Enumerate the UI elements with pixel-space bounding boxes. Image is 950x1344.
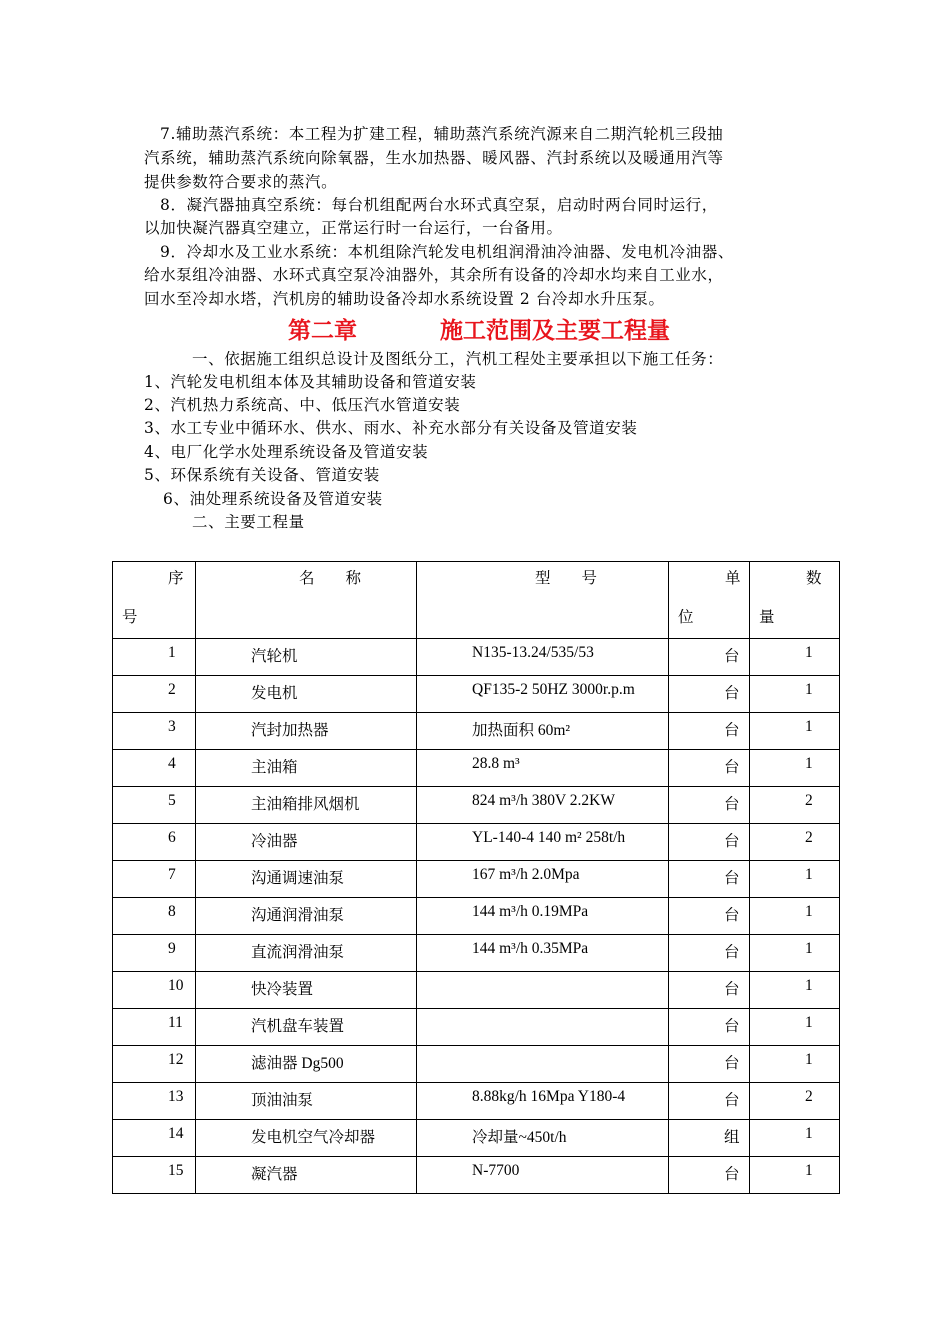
table-row [113, 1120, 840, 1157]
cell-seq [113, 824, 196, 861]
cell-unit [669, 972, 750, 1009]
cell-name [196, 750, 417, 787]
header-seq [113, 562, 196, 639]
cell-seq-text: 11 [168, 1014, 183, 1031]
cell-model [417, 713, 669, 750]
cell-unit-text: 台 [724, 833, 740, 850]
section2-title: 二、主要工程量 [192, 513, 305, 531]
cell-model [417, 1083, 669, 1120]
task-item-5: 5、环保系统有关设备、管道安装 [144, 466, 380, 484]
header-model-label: 型 号 [535, 570, 598, 587]
cell-model-text: 144 m³/h 0.19MPa [472, 903, 589, 920]
cell-model-text: 冷却量~450t/h [472, 1129, 567, 1146]
header-unit-top: 单 [725, 570, 741, 587]
cell-unit-text: 组 [724, 1129, 740, 1146]
table-row [113, 1046, 840, 1083]
cell-model-text: N135-13.24/535/53 [472, 644, 594, 661]
cell-model [417, 1009, 669, 1046]
cell-unit-text: 台 [724, 1055, 740, 1072]
header-seq-top: 序 [168, 570, 184, 587]
para8-line1: 8．凝汽器抽真空系统：每台机组配两台水环式真空泵，启动时两台同时运行， [160, 196, 718, 214]
table-header-row [113, 562, 840, 639]
header-seq-bottom: 号 [122, 609, 138, 626]
cell-name [196, 972, 417, 1009]
cell-unit [669, 824, 750, 861]
cell-seq [113, 1009, 196, 1046]
cell-qty [750, 1009, 840, 1046]
cell-seq [113, 750, 196, 787]
para7-line1: 7.辅助蒸汽系统：本工程为扩建工程，辅助蒸汽系统汽源来自二期汽轮机三段抽 [160, 125, 724, 143]
cell-seq [113, 972, 196, 1009]
para8-line2: 以加快凝汽器真空建立，正常运行时一台运行，一台备用。 [144, 219, 563, 237]
cell-model [417, 972, 669, 1009]
cell-unit [669, 676, 750, 713]
cell-unit-text: 台 [724, 685, 740, 702]
cell-unit [669, 935, 750, 972]
cell-model-text: 824 m³/h 380V 2.2KW [472, 792, 615, 809]
cell-model-text: 144 m³/h 0.35MPa [472, 940, 589, 957]
cell-seq-text: 3 [168, 718, 176, 735]
cell-seq-text: 9 [168, 940, 176, 957]
cell-name [196, 1083, 417, 1120]
table-row [113, 972, 840, 1009]
cell-unit [669, 1120, 750, 1157]
cell-unit-text: 台 [724, 722, 740, 739]
cell-seq-text: 13 [168, 1088, 184, 1105]
cell-name [196, 824, 417, 861]
header-name-label: 名 称 [299, 570, 362, 587]
cell-qty [750, 824, 840, 861]
cell-model-text: N-7700 [472, 1162, 520, 1179]
cell-name-text: 主油箱排风烟机 [251, 796, 360, 813]
cell-seq [113, 898, 196, 935]
cell-seq-text: 2 [168, 681, 176, 698]
cell-name-text: 凝汽器 [251, 1166, 298, 1183]
table-row [113, 676, 840, 713]
header-qty-top: 数 [806, 570, 822, 587]
cell-qty [750, 1120, 840, 1157]
table-row [113, 639, 840, 676]
cell-unit-text: 台 [724, 870, 740, 887]
section1-intro: 一、依据施工组织总设计及图纸分工，汽机工程处主要承担以下施工任务： [192, 350, 724, 368]
header-model [417, 562, 669, 639]
cell-unit [669, 1083, 750, 1120]
cell-qty-text: 1 [805, 977, 813, 994]
cell-model [417, 1157, 669, 1194]
table-row [113, 1083, 840, 1120]
cell-qty [750, 750, 840, 787]
cell-model [417, 750, 669, 787]
cell-seq-text: 14 [168, 1125, 184, 1142]
table-row [113, 750, 840, 787]
cell-seq-text: 10 [168, 977, 184, 994]
table-row [113, 898, 840, 935]
table-row [113, 861, 840, 898]
cell-name [196, 639, 417, 676]
cell-qty [750, 713, 840, 750]
cell-name-text: 发电机空气冷却器 [251, 1129, 376, 1146]
cell-seq-text: 6 [168, 829, 176, 846]
task-item-2: 2、汽机热力系统高、中、低压汽水管道安装 [144, 396, 461, 414]
header-qty-bottom: 量 [759, 609, 775, 626]
cell-seq-text: 1 [168, 644, 176, 661]
cell-name-text: 汽机盘车装置 [251, 1018, 345, 1035]
cell-name-text: 汽封加热器 [251, 722, 329, 739]
cell-qty-text: 1 [805, 1162, 813, 1179]
cell-unit [669, 750, 750, 787]
cell-qty [750, 639, 840, 676]
cell-qty [750, 935, 840, 972]
cell-model [417, 824, 669, 861]
table-body [113, 639, 840, 1194]
cell-model-text: YL-140-4 140 m² 258t/h [472, 829, 626, 846]
header-unit-bottom: 位 [678, 609, 694, 626]
cell-unit [669, 1009, 750, 1046]
cell-name-text: 发电机 [251, 685, 298, 702]
cell-qty-text: 1 [805, 903, 813, 920]
cell-unit [669, 861, 750, 898]
cell-qty-text: 2 [805, 829, 813, 846]
cell-name [196, 898, 417, 935]
cell-model [417, 861, 669, 898]
cell-unit-text: 台 [724, 648, 740, 665]
cell-unit-text: 台 [724, 944, 740, 961]
cell-qty [750, 1083, 840, 1120]
cell-name-text: 冷油器 [251, 833, 298, 850]
cell-unit-text: 台 [724, 907, 740, 924]
cell-model [417, 1120, 669, 1157]
header-name [196, 562, 417, 639]
cell-qty-text: 1 [805, 681, 813, 698]
cell-unit-text: 台 [724, 981, 740, 998]
cell-model [417, 676, 669, 713]
cell-name [196, 861, 417, 898]
cell-name-text: 主油箱 [251, 759, 298, 776]
cell-unit-text: 台 [724, 796, 740, 813]
cell-model-text: QF135-2 50HZ 3000r.p.m [472, 681, 635, 698]
cell-name [196, 787, 417, 824]
table-row [113, 787, 840, 824]
cell-unit [669, 787, 750, 824]
cell-qty-text: 2 [805, 1088, 813, 1105]
cell-name [196, 713, 417, 750]
cell-name-text: 滤油器 Dg500 [251, 1055, 344, 1072]
cell-unit-text: 台 [724, 1092, 740, 1109]
cell-seq-text: 7 [168, 866, 176, 883]
table-row [113, 1009, 840, 1046]
cell-qty [750, 787, 840, 824]
cell-name [196, 1120, 417, 1157]
cell-seq-text: 4 [168, 755, 176, 772]
cell-seq [113, 1120, 196, 1157]
cell-seq-text: 5 [168, 792, 176, 809]
table-row [113, 824, 840, 861]
cell-unit [669, 1046, 750, 1083]
cell-qty [750, 898, 840, 935]
cell-model-text: 8.88kg/h 16Mpa Y180-4 [472, 1088, 626, 1105]
cell-seq [113, 676, 196, 713]
cell-model [417, 1046, 669, 1083]
cell-qty [750, 972, 840, 1009]
cell-seq [113, 639, 196, 676]
cell-qty [750, 676, 840, 713]
cell-seq [113, 713, 196, 750]
para7-line2: 汽系统，辅助蒸汽系统向除氧器，生水加热器、暖风器、汽封系统以及暖通用汽等 [144, 149, 724, 167]
para7-line3: 提供参数符合要求的蒸汽。 [144, 173, 338, 191]
cell-model-text: 28.8 m³ [472, 755, 520, 772]
cell-name-text: 直流润滑油泵 [251, 944, 345, 961]
cell-seq-text: 8 [168, 903, 176, 920]
cell-name [196, 1009, 417, 1046]
task-item-3: 3、水工专业中循环水、供水、雨水、补充水部分有关设备及管道安装 [144, 419, 638, 437]
cell-name-text: 沟通调速油泵 [251, 870, 345, 887]
chapter-heading [0, 308, 950, 344]
cell-model-text: 167 m³/h 2.0Mpa [472, 866, 580, 883]
para9-line1: 9．冷却水及工业水系统：本机组除汽轮发电机组润滑油冷油器、发电机冷油器、 [160, 243, 734, 261]
cell-seq [113, 861, 196, 898]
table-row [113, 713, 840, 750]
table-row [113, 1157, 840, 1194]
cell-qty-text: 1 [805, 1125, 813, 1142]
table-row [113, 935, 840, 972]
cell-qty [750, 861, 840, 898]
cell-qty-text: 1 [805, 940, 813, 957]
cell-name-text: 顶油油泵 [251, 1092, 314, 1109]
cell-unit [669, 639, 750, 676]
task-item-6: 6、油处理系统设备及管道安装 [163, 490, 383, 508]
cell-qty-text: 1 [805, 1051, 813, 1068]
cell-name [196, 1157, 417, 1194]
cell-seq [113, 1157, 196, 1194]
cell-qty-text: 1 [805, 866, 813, 883]
cell-unit-text: 台 [724, 759, 740, 776]
cell-unit [669, 898, 750, 935]
para9-line3: 回水至冷却水塔，汽机房的辅助设备冷却水系统设置 2 台冷却水升压泵。 [144, 290, 665, 308]
cell-model-text: 加热面积 60m² [472, 722, 571, 739]
cell-qty-text: 2 [805, 792, 813, 809]
header-qty [750, 562, 840, 639]
cell-qty-text: 1 [805, 1014, 813, 1031]
header-unit [669, 562, 750, 639]
cell-name-text: 汽轮机 [251, 648, 298, 665]
cell-qty-text: 1 [805, 644, 813, 661]
cell-model [417, 898, 669, 935]
cell-seq [113, 787, 196, 824]
cell-name [196, 676, 417, 713]
cell-name-text: 快冷装置 [251, 981, 314, 998]
task-item-4: 4、电厂化学水处理系统设备及管道安装 [144, 443, 429, 461]
chapter-title: 施工范围及主要工程量 [440, 318, 670, 344]
cell-seq [113, 935, 196, 972]
cell-unit-text: 台 [724, 1018, 740, 1035]
quantity-table [112, 561, 840, 1194]
chapter-number: 第二章 [288, 318, 357, 344]
cell-seq [113, 1083, 196, 1120]
cell-name [196, 1046, 417, 1083]
cell-model [417, 787, 669, 824]
task-item-1: 1、汽轮发电机组本体及其辅助设备和管道安装 [144, 373, 477, 391]
cell-unit-text: 台 [724, 1166, 740, 1183]
cell-name [196, 935, 417, 972]
cell-seq-text: 12 [168, 1051, 184, 1068]
cell-seq-text: 15 [168, 1162, 184, 1179]
cell-qty-text: 1 [805, 718, 813, 735]
cell-unit [669, 1157, 750, 1194]
cell-unit [669, 713, 750, 750]
cell-qty [750, 1157, 840, 1194]
cell-model [417, 639, 669, 676]
cell-seq [113, 1046, 196, 1083]
cell-qty-text: 1 [805, 755, 813, 772]
cell-qty [750, 1046, 840, 1083]
cell-name-text: 沟通润滑油泵 [251, 907, 345, 924]
cell-model [417, 935, 669, 972]
para9-line2: 给水泵组冷油器、水环式真空泵冷油器外，其余所有设备的冷却水均来自工业水， [144, 266, 724, 284]
